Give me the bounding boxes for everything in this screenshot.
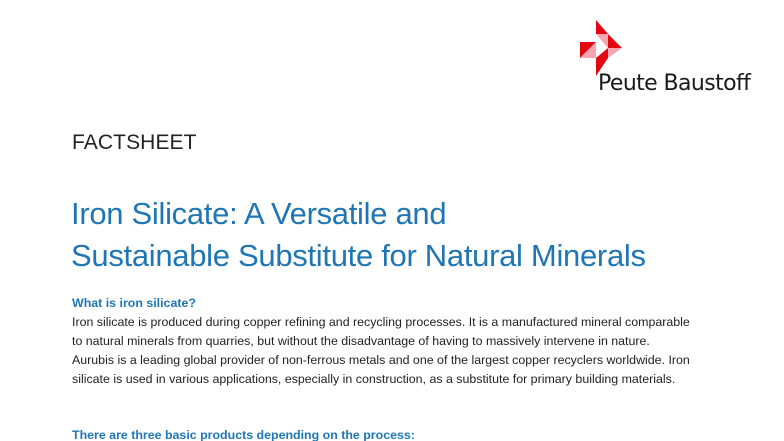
title-line-2: Sustainable Substitute for Natural Minerals (71, 238, 646, 273)
brand-name: Peute Baustoff (598, 71, 751, 96)
document-type-label: FACTSHEET (72, 131, 197, 154)
document-title (71, 193, 761, 277)
body-line: Iron silicate is produced during copper refining and recycling processes. It is a manufactured mineral comparable (72, 315, 690, 329)
body-line: silicate is used in various applications, especially in construction, as a substitute for primary building materials. (72, 372, 676, 386)
section-heading-products: There are three basic products depending on the process: (72, 428, 415, 441)
body-line: to natural minerals from quarries, but without the disadvantage of having to massively intervene in nature. (72, 334, 650, 348)
body-line: Aurubis is a leading global provider of non-ferrous metals and one of the largest copper recyclers worldwide. Iron (72, 353, 690, 367)
company-logo (576, 20, 751, 100)
section-body-what-is (72, 313, 732, 389)
title-line-1: Iron Silicate: A Versatile and (71, 196, 447, 231)
section-heading-what-is: What is iron silicate? (72, 296, 196, 310)
